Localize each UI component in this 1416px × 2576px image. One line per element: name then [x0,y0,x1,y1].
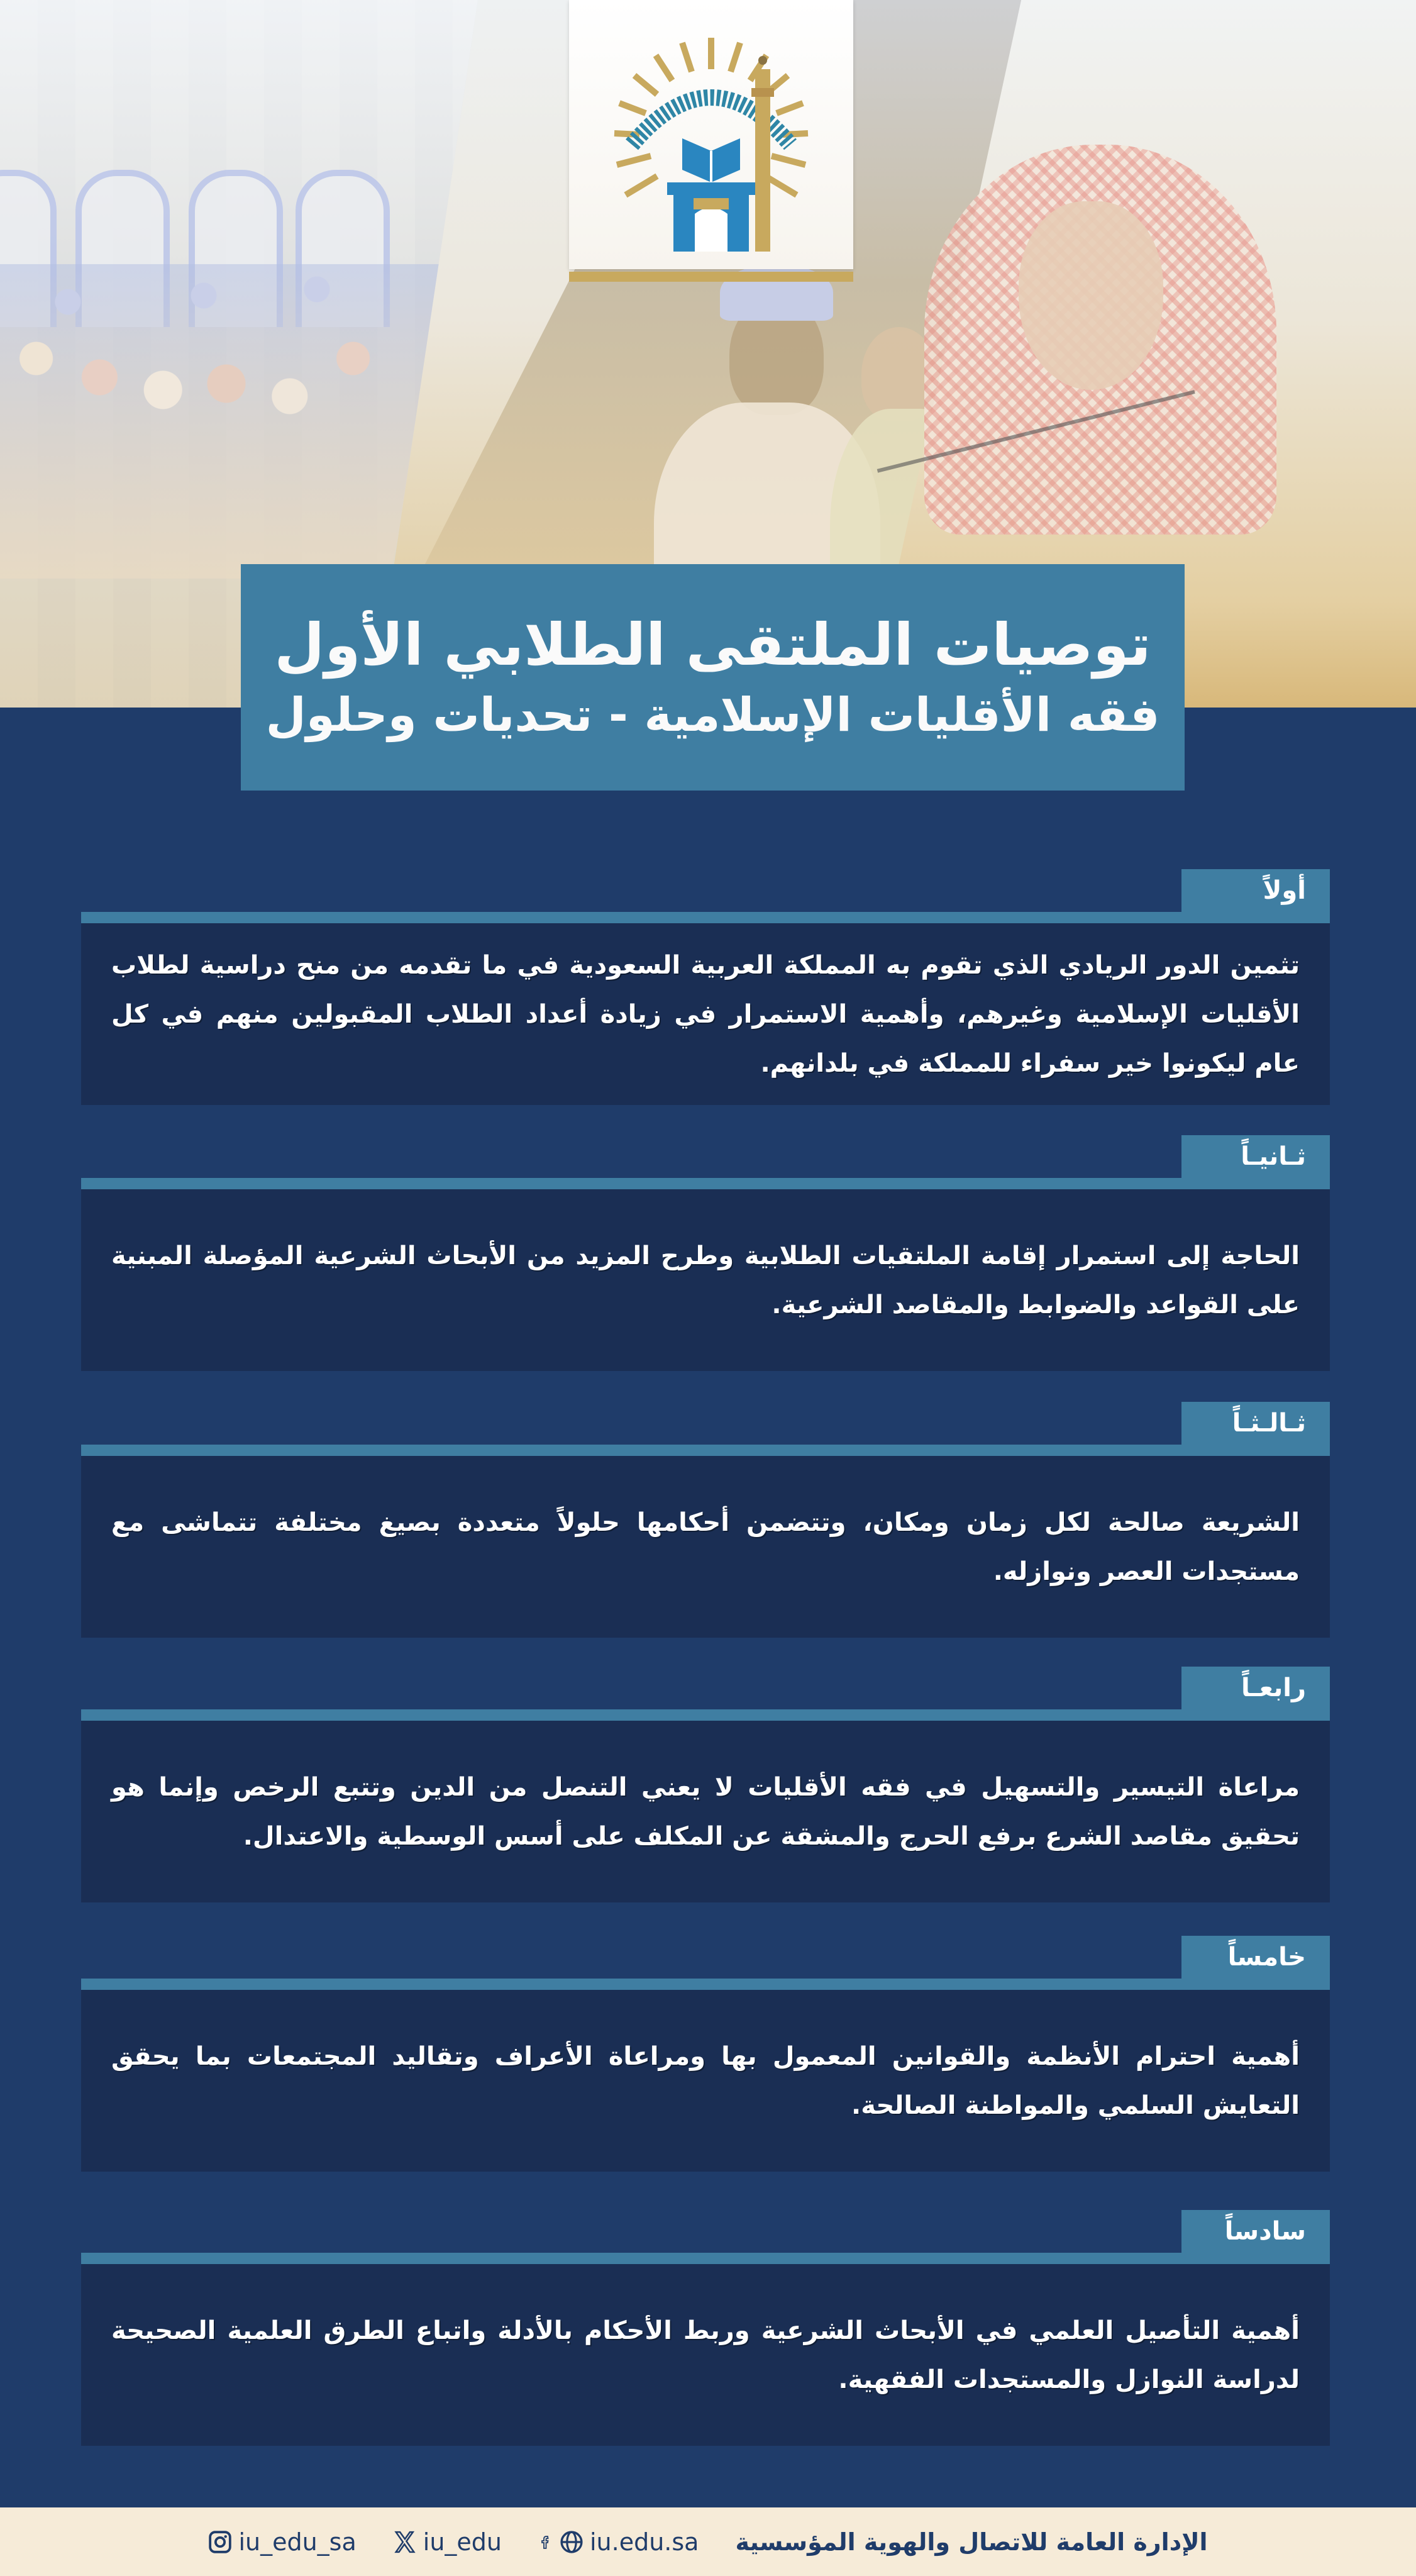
university-logo-icon [607,25,816,252]
recommendation-label: سادساً [1181,2210,1330,2253]
department-name: الإدارة العامة للاتصال والهوية المؤسسية [735,2528,1208,2556]
recommendation-body [81,1721,1330,1902]
card-accent-strip [81,1709,1330,1721]
recommendation-text: مراعاة التيسير والتسهيل في فقه الأقليات لا يعني التنصل من الدين وتتبع الرخص وإنما هو تحقيق مقاصد الشرع برفع الحرج والمشقة عن المكلف على أسس الوسطية والاعتدال. [111,1772,1300,1851]
page-subtitle: فقه الأقليات الإسلامية - تحديات وحلول [265,688,1160,743]
recommendation-label: ثـانيـاً [1181,1135,1330,1178]
card-accent-strip [81,1445,1330,1456]
recommendation-text: أهمية التأصيل العلمي في الأبحاث الشرعية وربط الأحكام بالأدلة واتباع الطرق العلمية الصحيحة لدراسة النوازل والمستجدات الفقهية. [111,2316,1300,2394]
recommendation-body [81,1456,1330,1638]
speaker-face [1019,201,1163,390]
facebook-icon [538,2530,553,2554]
recommendation-label: أولاً [1181,869,1330,912]
instagram-icon [208,2530,232,2554]
recommendation-text: تثمين الدور الريادي الذي تقوم به المملكة العربية السعودية في ما تقدمه من منح دراسية لطلاب الأقليات الإسلامية وغيرهم، وأهمية الاستمرار في زيادة أعداد الطلاب المقبولين منهم في كل عام ليكونوا خير سفراء للمملكة في بلدانهم. [111,950,1300,1078]
recommendation-label: رابعـاً [1181,1667,1330,1709]
seated-audience [0,264,453,579]
footer [0,2505,1416,2576]
website-url: iu.edu.sa [590,2528,699,2556]
x-icon [393,2530,417,2554]
recommendation-text: أهمية احترام الأنظمة والقوانين المعمول بها ومراعاة الأعراف وتقاليد المجتمعات بما يحقق التعايش السلمي والمواطنة الصالحة. [111,2041,1300,2120]
card-accent-strip [81,912,1330,923]
card-accent-strip [81,1979,1330,1990]
title-box [241,564,1185,791]
instagram-handle: iu_edu_sa [238,2528,357,2556]
recommendation-body [81,1189,1330,1371]
instagram-link[interactable] [208,2528,356,2556]
x-handle: iu_edu [423,2528,502,2556]
card-accent-strip [81,2253,1330,2264]
recommendation-text: الحاجة إلى استمرار إقامة الملتقيات الطلابية وطرح المزيد من الأبحاث الشرعية المؤصلة المبنية على القواعد والضوابط والمقاصد الشرعية. [111,1241,1300,1319]
x-link[interactable] [393,2528,502,2556]
recommendation-text: الشريعة صالحة لكل زمان ومكان، وتتضمن أحكامها حلولاً متعددة بصيغ مختلفة تتماشى مع مستجدات العصر ونوازله. [111,1507,1300,1586]
recommendation-body [81,2264,1330,2446]
logo-card [569,0,853,269]
recommendation-label: خامساً [1181,1936,1330,1979]
recommendation-body [81,1990,1330,2172]
recommendation-body [81,923,1330,1105]
logo-gold-bar [569,272,853,282]
card-accent-strip [81,1178,1330,1189]
globe-icon [560,2530,584,2554]
page-title: توصيات الملتقى الطلابي الأول [274,611,1151,679]
recommendation-label: ثـالـثـاً [1181,1402,1330,1445]
website-link[interactable] [538,2528,699,2556]
